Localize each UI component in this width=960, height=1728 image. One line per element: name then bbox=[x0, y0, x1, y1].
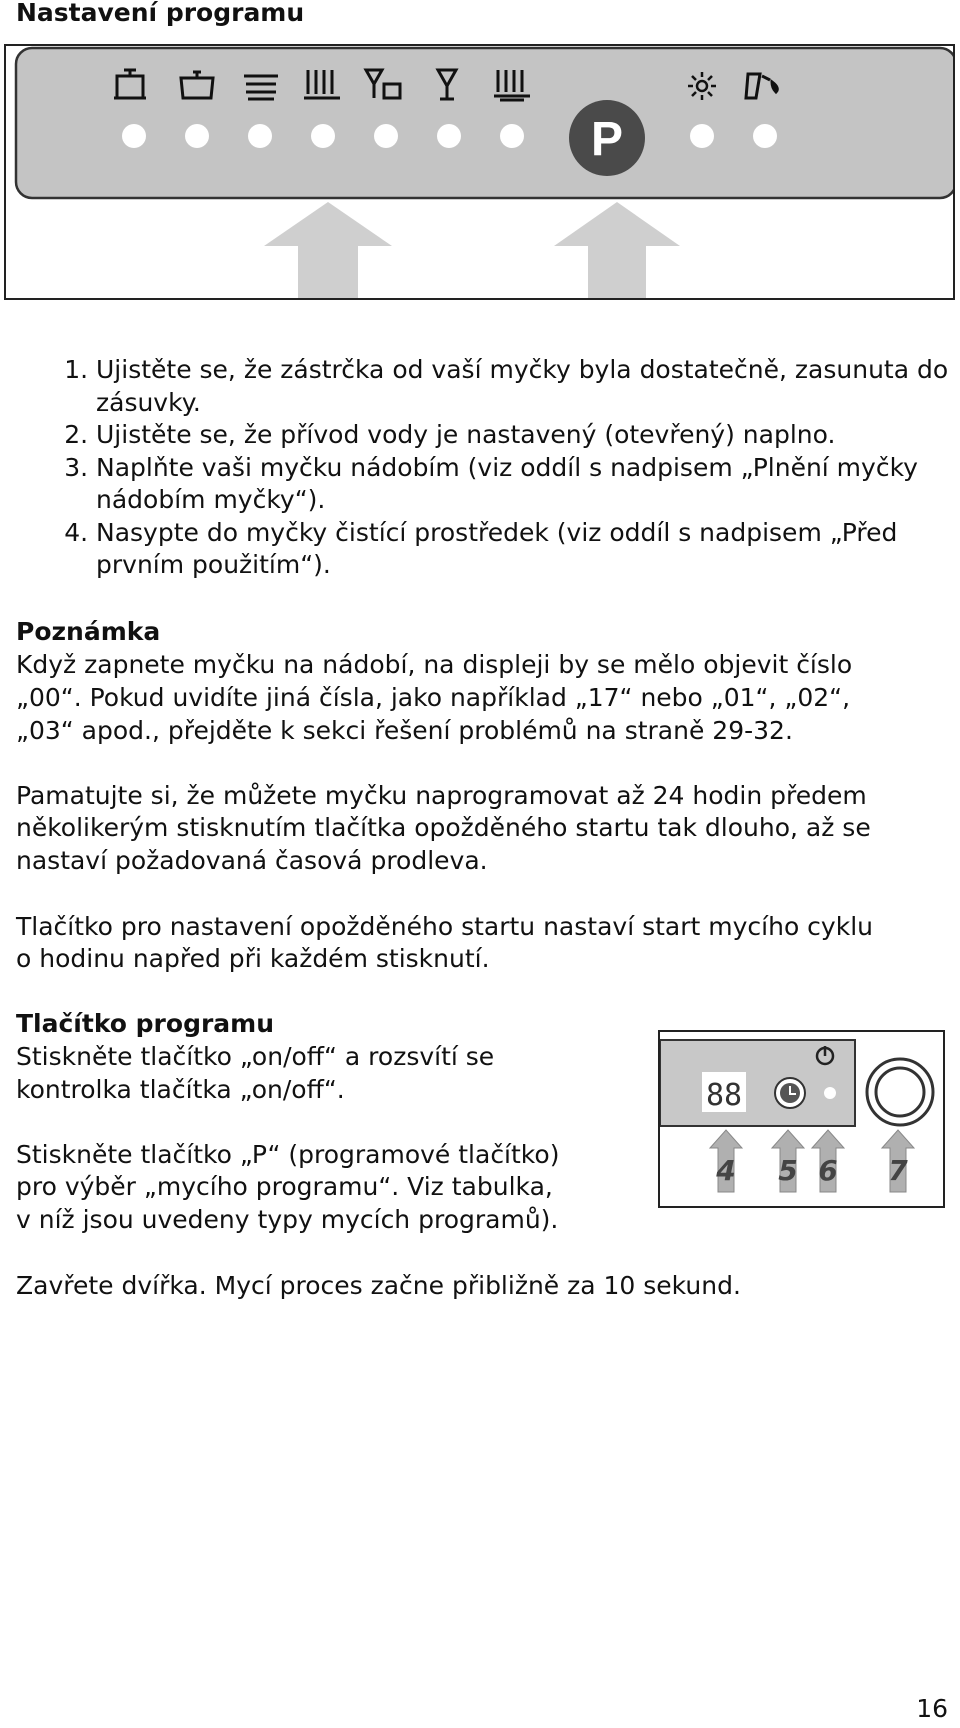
arrow-up-icon bbox=[264, 202, 392, 298]
paragraph-line: v níž jsou uvedeny typy mycích programů). bbox=[16, 1205, 559, 1234]
list-item: 3. Naplňte vaši myčku nádobím (viz oddíl s nadpisem „Plnění myčky nádobím myčky“). bbox=[96, 452, 956, 517]
paragraph-line: Tlačítko pro nastavení opožděného startu nastaví start mycího cyklu bbox=[16, 912, 873, 941]
mini-control-panel-figure bbox=[658, 1030, 945, 1208]
closing-paragraph: Zavřete dvířka. Mycí proces začne přibližně za 10 sekund. bbox=[16, 1271, 741, 1300]
paragraph-line: pro výběr „mycího programu“. Viz tabulka, bbox=[16, 1172, 553, 1201]
paragraph-line: o hodinu napřed při každém stisknutí. bbox=[16, 944, 490, 973]
arrow-label: 5 bbox=[778, 1154, 798, 1187]
list-item: 2. Ujistěte se, že přívod vody je nastavený (otevřený) naplno. bbox=[96, 419, 956, 452]
paragraph-line: kontrolka tlačítka „on/off“. bbox=[16, 1075, 345, 1104]
control-panel-figure bbox=[4, 44, 955, 300]
display-digits: 88 bbox=[705, 1078, 743, 1113]
on-off-button[interactable] bbox=[867, 1059, 933, 1125]
indicator-light bbox=[311, 124, 335, 148]
page-number: 16 bbox=[916, 1694, 948, 1723]
indicator-light bbox=[824, 1087, 836, 1099]
list-item: 1. Ujistěte se, že zástrčka od vaší myčky byla dostatečně, zasunuta do zásuvky. bbox=[96, 354, 956, 419]
arrow-label: 7 bbox=[888, 1154, 908, 1187]
program-button-label: P bbox=[590, 113, 624, 166]
page-title: Nastavení programu bbox=[16, 0, 305, 27]
paragraph-line: nastaví požadovaná časová prodleva. bbox=[16, 846, 488, 875]
note-line: „00“. Pokud uvidíte jiná čísla, jako například „17“ nebo „01“, „02“, bbox=[16, 683, 851, 712]
paragraph-line: Stiskněte tlačítko „P“ (programové tlačítko) bbox=[16, 1140, 560, 1169]
indicator-light bbox=[753, 124, 777, 148]
note-heading: Poznámka bbox=[16, 617, 161, 646]
section-heading: Tlačítko programu bbox=[16, 1009, 275, 1038]
arrow-label: 6 bbox=[818, 1154, 838, 1187]
indicator-light bbox=[122, 124, 146, 148]
indicator-light bbox=[185, 124, 209, 148]
list-item: 4. Nasypte do myčky čistící prostředek (viz oddíl s nadpisem „Před prvním použitím“). bbox=[96, 517, 956, 582]
paragraph-line: Stiskněte tlačítko „on/off“ a rozsvítí se bbox=[16, 1042, 495, 1071]
paragraph-line: Pamatujte si, že můžete myčku naprogramovat až 24 hodin předem bbox=[16, 781, 867, 810]
program-button[interactable] bbox=[569, 100, 645, 176]
indicator-light bbox=[248, 124, 272, 148]
indicator-light bbox=[500, 124, 524, 148]
note-line: Když zapnete myčku na nádobí, na displeji by se mělo objevit číslo bbox=[16, 650, 853, 679]
setup-steps-list bbox=[56, 354, 956, 582]
arrow-label: 4 bbox=[716, 1154, 736, 1187]
indicator-light bbox=[437, 124, 461, 148]
indicator-light bbox=[690, 124, 714, 148]
note-line: „03“ apod., přejděte k sekci řešení problémů na straně 29-32. bbox=[16, 716, 793, 745]
delay-start-button[interactable] bbox=[775, 1078, 805, 1108]
arrow-up-icon bbox=[554, 202, 680, 298]
paragraph-line: několikerým stisknutím tlačítka opožděného startu tak dlouho, až se bbox=[16, 813, 871, 842]
indicator-light bbox=[374, 124, 398, 148]
